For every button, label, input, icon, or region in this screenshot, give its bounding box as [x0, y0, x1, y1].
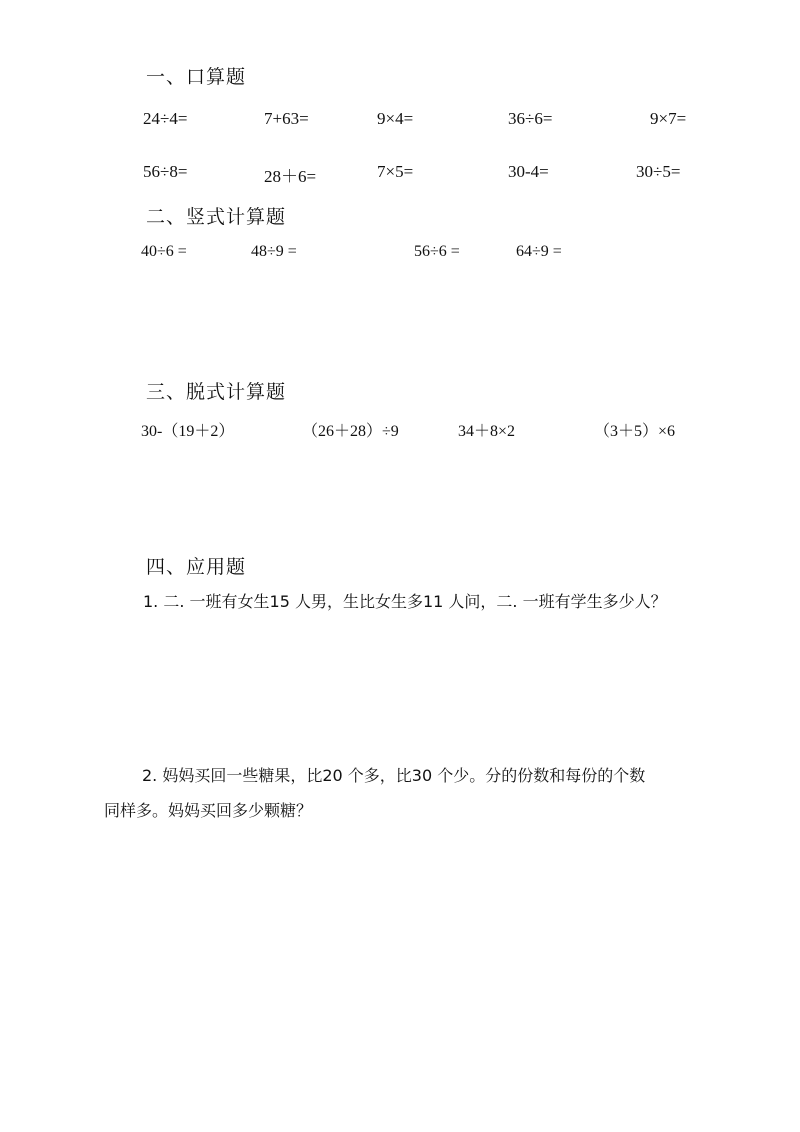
oral-problem-8: 7×5=: [377, 162, 414, 181]
step-problem-1: 30-（19＋2）: [141, 423, 235, 440]
oral-problem-4: 36÷6=: [508, 109, 553, 128]
oral-problem-10: 30÷5=: [636, 162, 681, 181]
section-4-title: 四、应用题: [146, 556, 247, 578]
vertical-problem-2: 48÷9 =: [251, 243, 297, 260]
step-problem-3: 34＋8×2: [458, 423, 516, 440]
oral-problem-3: 9×4=: [377, 109, 414, 128]
word-problem-1: 1. 二. 一班有女生15 人男，生比女生多11 人问，二. 一班有学生多少人？: [143, 592, 667, 611]
oral-problem-5: 9×7=: [650, 109, 687, 128]
section-2-title: 二、竖式计算题: [146, 206, 287, 228]
section-3-title: 三、脱式计算题: [146, 381, 287, 403]
oral-problem-7: 28＋6=: [264, 167, 317, 186]
oral-problem-2: 7+63=: [264, 109, 309, 128]
word-problem-2-line-2: 同样多。妈妈买回多少颗糖？: [104, 801, 313, 820]
vertical-problem-4: 64÷9 =: [516, 243, 562, 260]
section-1-title: 一、口算题: [146, 66, 247, 88]
oral-problem-9: 30-4=: [508, 162, 549, 181]
step-problem-2: （26＋28）÷9: [302, 423, 399, 440]
step-problem-4: （3＋5）×6: [594, 423, 676, 440]
word-problem-2-line-1: 2. 妈妈买回一些糖果，比20 个多，比30 个少。分的份数和每份的个数: [142, 766, 646, 785]
oral-problem-1: 24÷4=: [143, 109, 188, 128]
vertical-problem-1: 40÷6 =: [141, 243, 187, 260]
oral-problem-6: 56÷8=: [143, 162, 188, 181]
vertical-problem-3: 56÷6 =: [414, 243, 460, 260]
